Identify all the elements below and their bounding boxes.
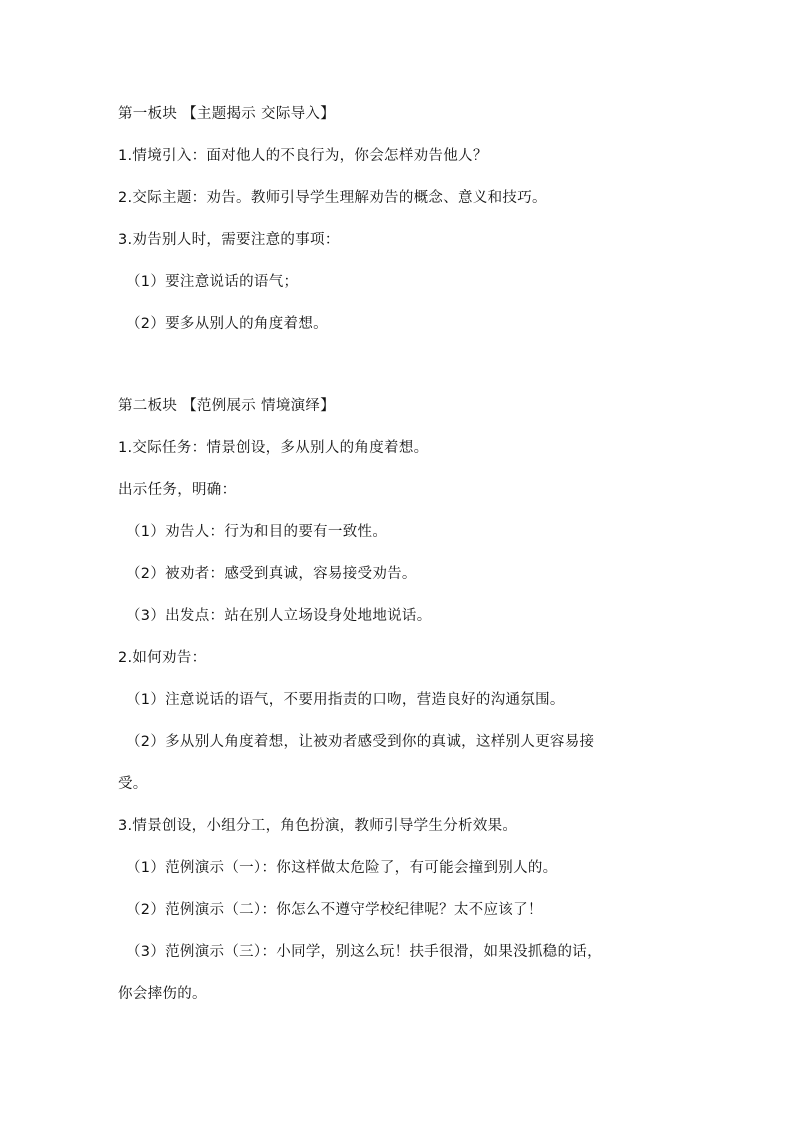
scene-example-2: （2）范例演示（二）：你怎么不遵守学校纪律呢？太不应该了！: [126, 902, 543, 918]
section-1-line-1: 1.情境引入：面对他人的不良行为，你会怎样劝告他人？: [118, 148, 488, 164]
task-intro: 出示任务，明确：: [118, 482, 237, 498]
scene-title: 3.情景创设，小组分工，角色扮演，教师引导学生分析效果。: [118, 818, 518, 834]
section-1-line-5: （2）要多从别人的角度着想。: [126, 316, 328, 332]
scene-example-3-line-2: 你会摔伤的。: [118, 986, 207, 1002]
section-1-line-2: 2.交际主题：劝告。教师引导学生理解劝告的概念、意义和技巧。: [118, 190, 547, 206]
section-1-heading: 第一板块 【主题揭示 交际导入】: [118, 106, 336, 122]
how-title: 2.如何劝告：: [118, 650, 207, 666]
section-1: [118, 104, 698, 356]
section-2-heading: 第二板块 【范例展示 情境演绎】: [118, 398, 336, 414]
task-point-2: （2）被劝者：感受到真诚，容易接受劝告。: [126, 566, 417, 582]
section-2: [118, 396, 698, 1026]
how-point-1: （1）注意说话的语气，不要用指责的口吻，营造良好的沟通氛围。: [126, 692, 565, 708]
task-title: 1.交际任务：情景创设，多从别人的角度着想。: [118, 440, 429, 456]
scene-example-1: （1）范例演示（一）：你这样做太危险了，有可能会撞到别人的。: [126, 860, 558, 876]
scene-example-3-line-1: （3）范例演示（三）：小同学，别这么玩！扶手很滑，如果没抓稳的话，: [126, 944, 602, 960]
section-1-line-4: （1）要注意说话的语气；: [126, 274, 299, 290]
how-point-2-line-1: （2）多从别人角度着想，让被劝者感受到你的真诚，这样别人更容易接: [126, 734, 595, 750]
task-point-3: （3）出发点：站在别人立场设身处地地说话。: [126, 608, 432, 624]
how-point-2-line-2: 受。: [118, 776, 148, 792]
section-1-line-3: 3.劝告别人时，需要注意的事项：: [118, 232, 340, 248]
task-point-1: （1）劝告人：行为和目的要有一致性。: [126, 524, 388, 540]
